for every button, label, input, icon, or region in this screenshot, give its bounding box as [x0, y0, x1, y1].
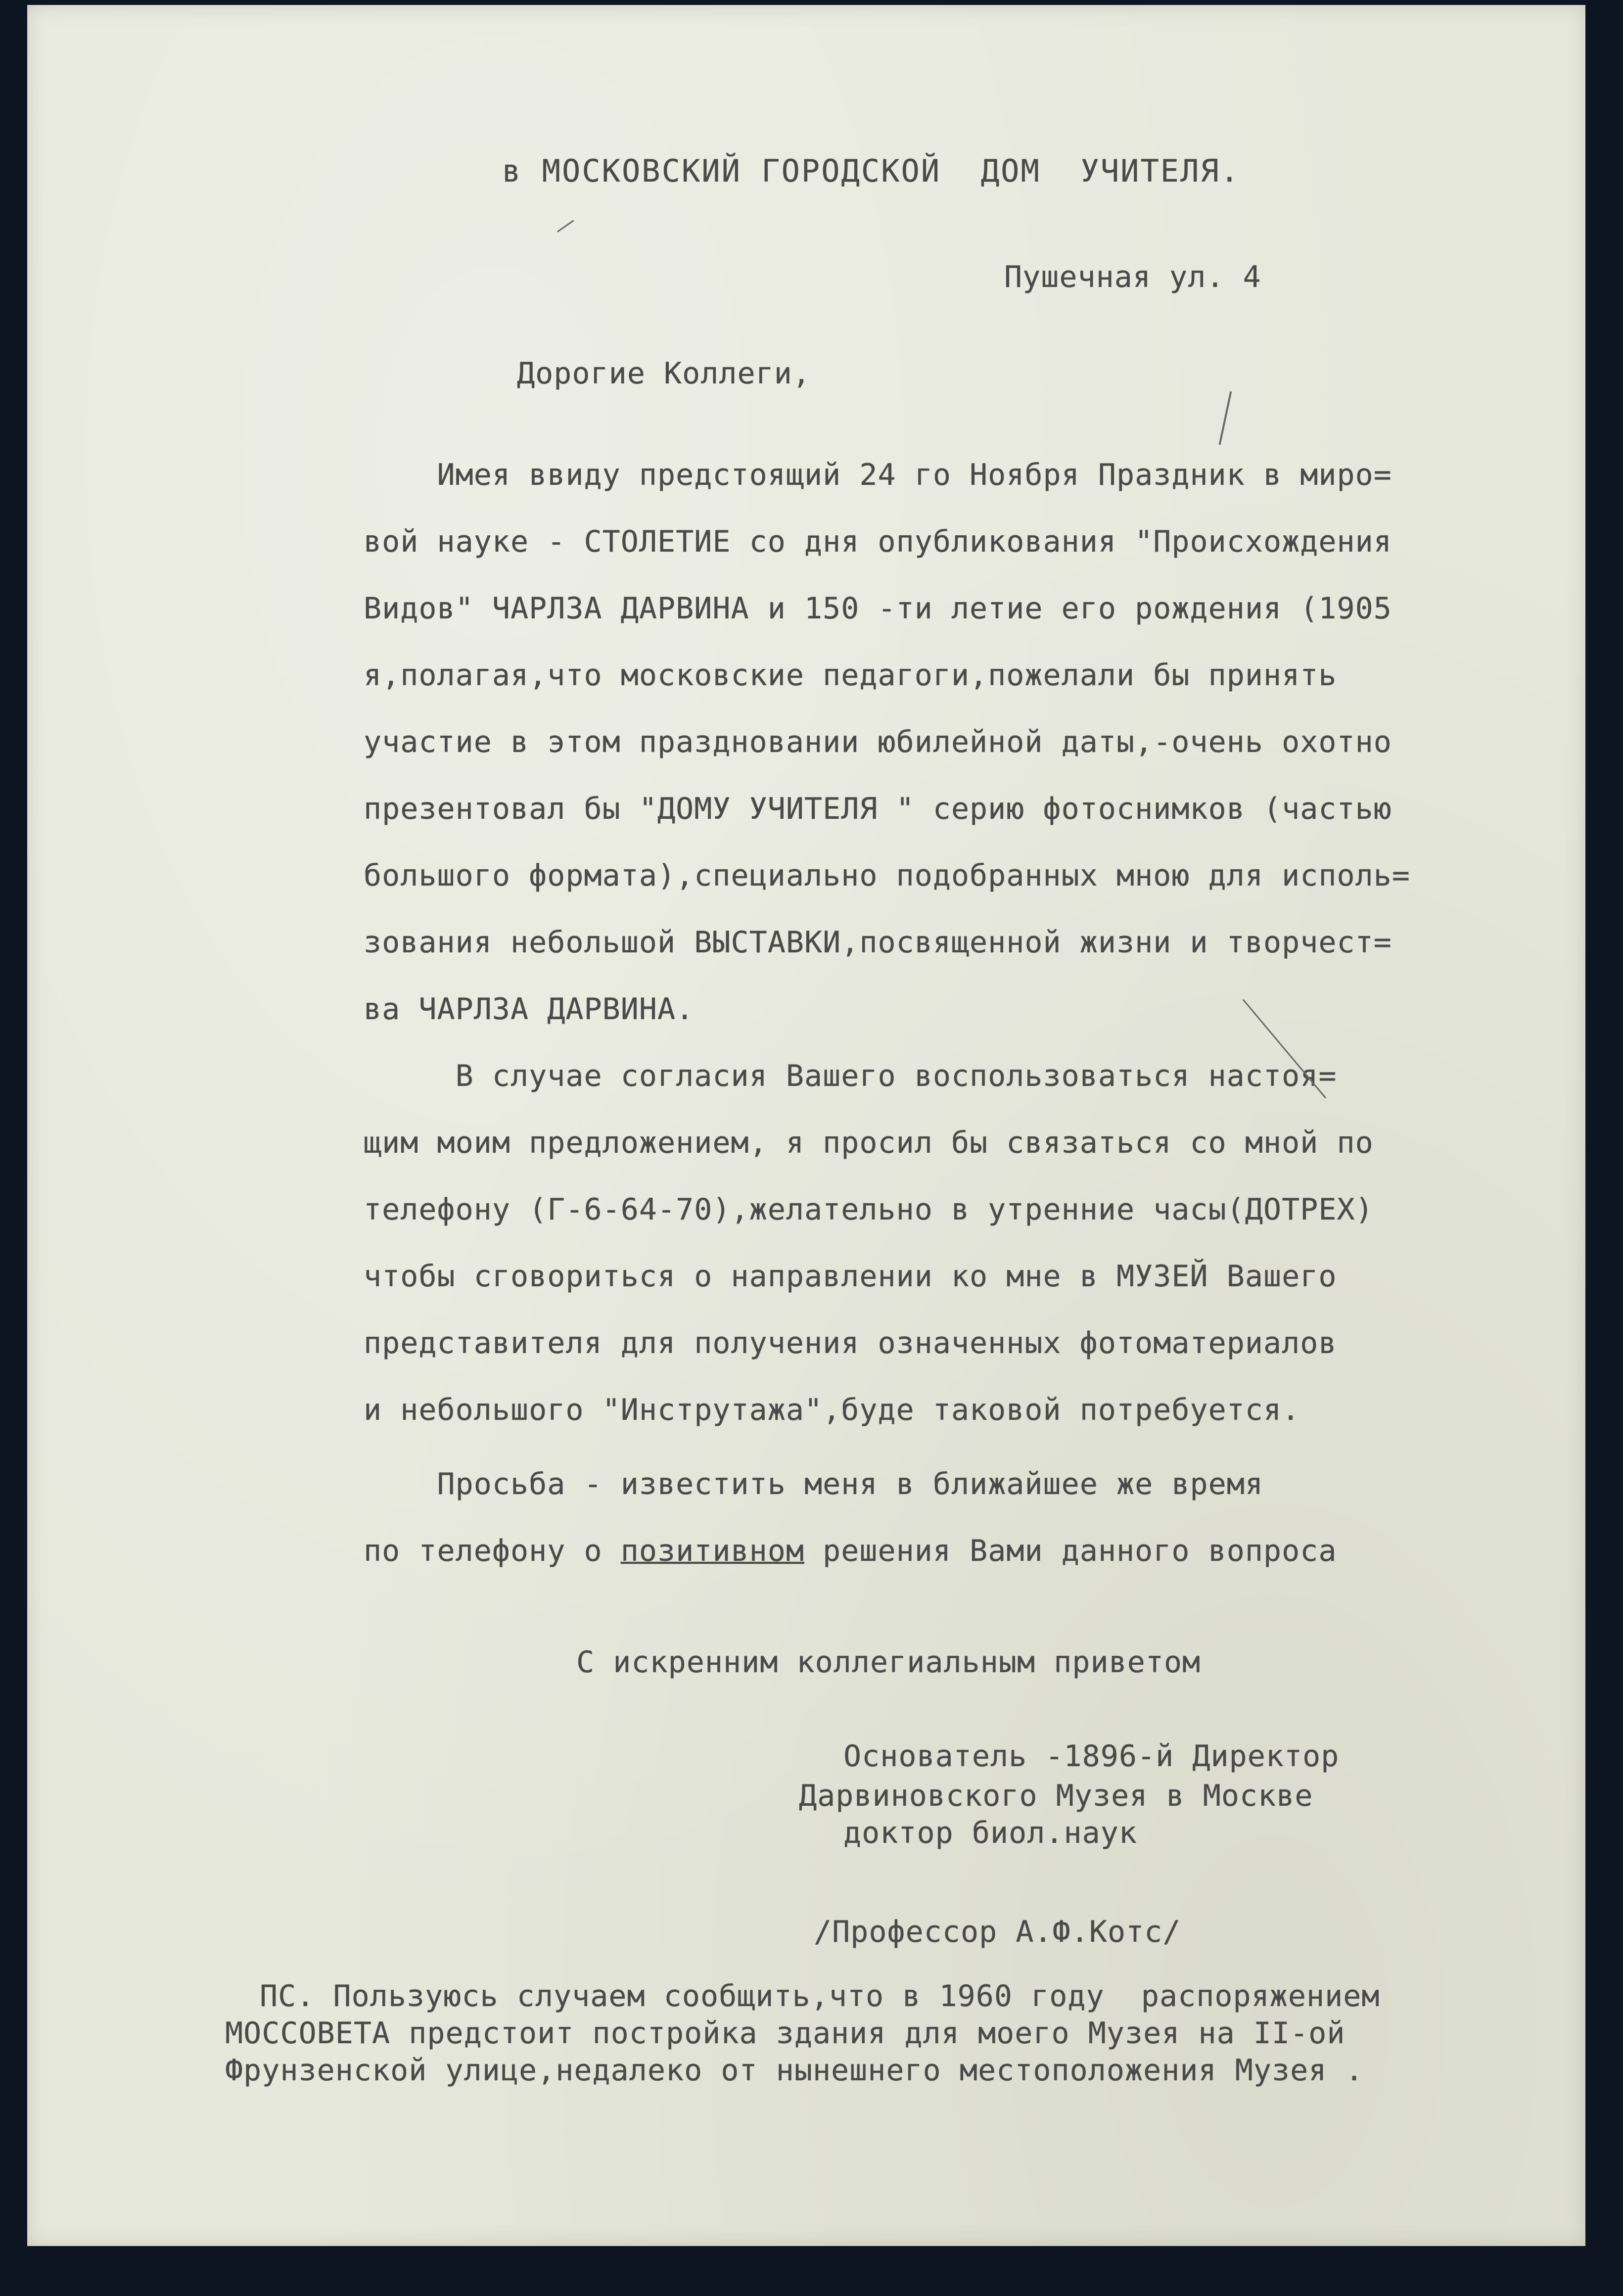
- body-line: щим моим предложением, я просил бы связаться со мной по: [364, 1125, 1374, 1160]
- postscript-line: МОССОВЕТА предстоит постройка здания для моего Музея на II-ой: [225, 2016, 1345, 2051]
- signature-title: доктор биол.наук: [843, 1816, 1137, 1850]
- body-line: вой науке - СТОЛЕТИЕ со дня опубликования "Происхождения: [364, 524, 1392, 559]
- signature-name: /Профессор А.Ф.Котс/: [814, 1915, 1181, 1949]
- request-text: решения Вами данного вопроса: [804, 1534, 1337, 1568]
- closing-line: С искренним коллегиальным приветом: [576, 1645, 1201, 1680]
- salutation: Дорогие Коллеги,: [517, 356, 811, 391]
- postscript-line: ПС. Пользуюсь случаем сообщить,что в 1960 году распоряжением: [260, 1979, 1380, 2014]
- signature-title: Основатель -1896-й Директор: [843, 1739, 1340, 1774]
- letter-page: [27, 5, 1585, 2246]
- postscript-line: Фрунзенской улице,недалеко от нынешнего местоположения Музея .: [225, 2053, 1364, 2088]
- body-line: я,полагая,что московские педагоги,пожелали бы принять: [364, 658, 1337, 693]
- body-line: зования небольшой ВЫСТАВКИ,посвященной жизни и творчест=: [364, 925, 1392, 960]
- request-line: Просьба - известить меня в ближайшее же время: [364, 1467, 1264, 1501]
- body-line: большого формата),специально подобранных мною для исполь=: [364, 858, 1411, 893]
- address-line: Пушечная ул. 4: [1004, 260, 1261, 294]
- underlined-word: позитивном: [620, 1534, 804, 1568]
- body-line: чтобы сговориться о направлении ко мне в МУЗЕЙ Вашего: [364, 1259, 1337, 1294]
- signature-title: Дарвиновского Музея в Москве: [799, 1779, 1313, 1813]
- body-line: Видов" ЧАРЛЗА ДАРВИНА и 150 -ти летие его рождения (1905: [364, 591, 1392, 626]
- pencil-tick-mark: [557, 220, 576, 234]
- pen-slash-mark: [1219, 391, 1232, 445]
- letter-heading: в МОСКОВСКИЙ ГОРОДСКОЙ ДОМ УЧИТЕЛЯ.: [502, 153, 1241, 189]
- body-line: участие в этом праздновании юбилейной даты,-очень охотно: [364, 725, 1392, 759]
- body-line: представителя для получения означенных фотоматериалов: [364, 1326, 1337, 1360]
- request-line: [364, 1536, 1337, 1566]
- body-line: телефону (Г-6-64-70),желательно в утренние часы(ДОТРЕХ): [364, 1192, 1374, 1227]
- request-text: по телефону о: [364, 1534, 621, 1568]
- body-line: ва ЧАРЛЗА ДАРВИНА.: [364, 992, 695, 1027]
- body-line: Имея ввиду предстоящий 24 го Ноября Праздник в миро=: [364, 458, 1392, 492]
- body-line: В случае согласия Вашего воспользоваться настоя=: [364, 1059, 1337, 1093]
- body-line: презентовал бы "ДОМУ УЧИТЕЛЯ " серию фотоснимков (частью: [364, 792, 1392, 826]
- body-line: и небольшого "Инструтажа",буде таковой потребуется.: [364, 1393, 1300, 1427]
